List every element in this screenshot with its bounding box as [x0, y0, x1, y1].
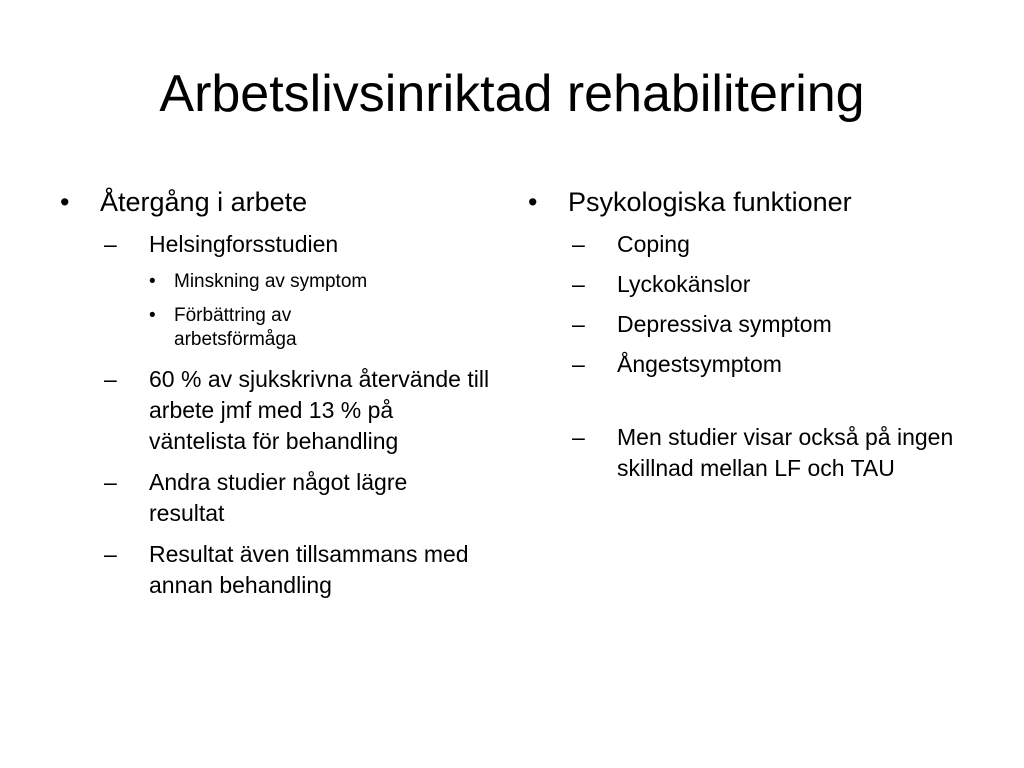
left-column [60, 184, 500, 607]
bullet-dash: – [104, 541, 117, 567]
sub-item [572, 349, 968, 380]
sub-item-text: Men studier visar också på ingen skillnad mellan LF och TAU [617, 424, 954, 481]
bullet-dash: – [572, 424, 585, 450]
bullet-dash: – [104, 366, 117, 392]
right-column [528, 184, 968, 490]
sub-sub-item-text: Minskning av symptom [174, 271, 368, 292]
sub-item [104, 364, 500, 457]
bullet-item [528, 184, 968, 484]
bullet-heading: Återgång i arbete [100, 187, 308, 217]
bullet-heading: Psykologiska funktioner [568, 187, 852, 217]
bullet-dot: • [60, 187, 70, 217]
sub-sub-item [149, 270, 500, 294]
sub-item [104, 539, 500, 601]
bullet-dash: – [572, 351, 585, 377]
bullet-dash: – [572, 231, 585, 257]
bullet-dash: – [104, 231, 117, 257]
sub-list [572, 229, 968, 484]
sub-sub-list [149, 270, 500, 352]
sub-item [572, 422, 968, 484]
sub-list [104, 229, 500, 601]
sub-item-text: Resultat även tillsammans med annan behandling [149, 541, 469, 598]
sub-item-text: Coping [617, 231, 690, 257]
sub-item-text: Lyckokänslor [617, 271, 751, 297]
bullet-dash: – [572, 311, 585, 337]
bullet-item [60, 184, 500, 601]
bullet-dot: • [149, 271, 156, 292]
slide-title: Arbetslivsinriktad rehabilitering [159, 65, 865, 123]
sub-item [572, 269, 968, 300]
sub-item-text: Andra studier något lägre resultat [149, 469, 408, 526]
sub-item-text: 60 % av sjukskrivna återvände till arbete jmf med 13 % på väntelista för behandling [149, 366, 490, 454]
bullet-dash: – [104, 469, 117, 495]
sub-item [104, 467, 500, 529]
sub-sub-item-text: Förbättring av arbetsförmåga [174, 305, 297, 350]
sub-item-text: Depressiva symptom [617, 311, 832, 337]
bullet-dash: – [572, 271, 585, 297]
sub-item [572, 309, 968, 340]
bullet-dot: • [528, 187, 538, 217]
sub-item [572, 229, 968, 260]
sub-sub-item [149, 304, 500, 352]
sub-item-text: Helsingforsstudien [149, 231, 339, 257]
sub-item-text: Ångestsymptom [617, 351, 782, 377]
sub-item [104, 229, 500, 352]
bullet-dot: • [149, 305, 156, 326]
